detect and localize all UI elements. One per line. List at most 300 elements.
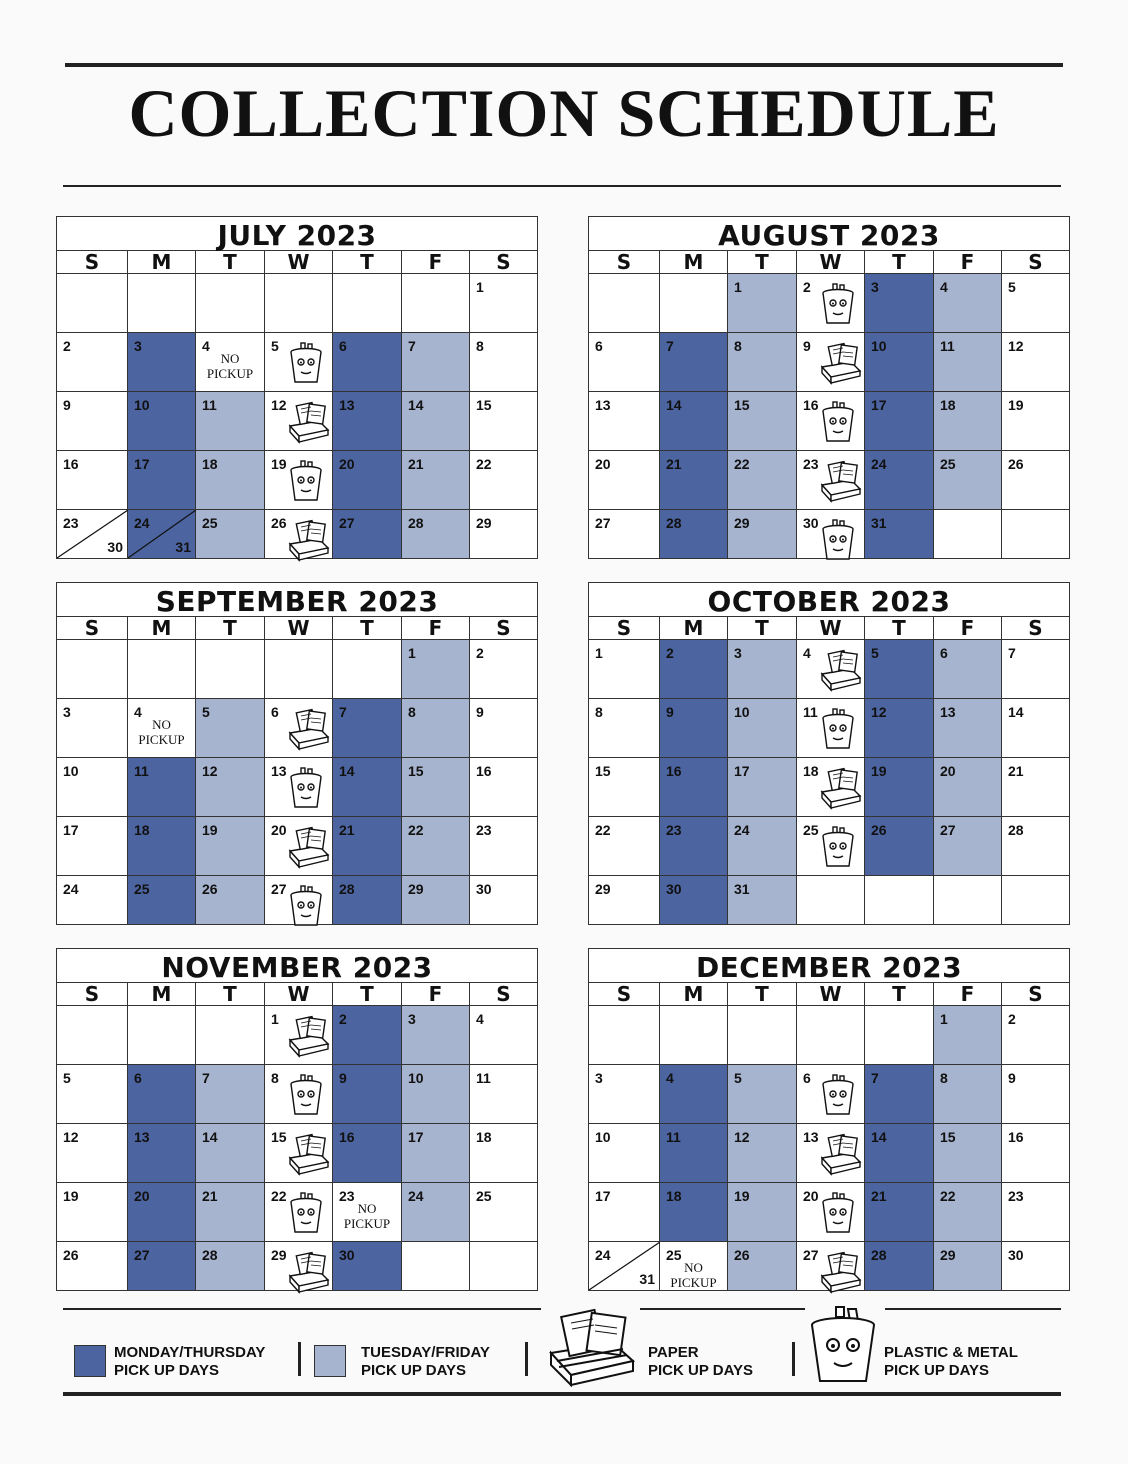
weekday-header: T — [196, 983, 265, 1005]
day-cell — [934, 451, 1002, 510]
day-number: 16 — [339, 1129, 355, 1145]
day-number: 28 — [339, 881, 355, 897]
weekday-header: S — [57, 617, 128, 639]
day-number: 20 — [271, 822, 287, 838]
day-number: 29 — [940, 1247, 956, 1263]
weekday-header: F — [402, 251, 470, 273]
day-number: 17 — [734, 763, 750, 779]
day-number: 24 — [408, 1188, 424, 1204]
day-number: 15 — [408, 763, 424, 779]
weekday-header: S — [57, 983, 128, 1005]
paper-day-icon — [287, 1250, 331, 1294]
day-number: 11 — [134, 763, 149, 779]
day-cell — [196, 1183, 265, 1242]
day-cell — [728, 1183, 797, 1242]
day-cell — [57, 510, 128, 558]
day-grid — [57, 1006, 537, 1290]
tue-fri-legend — [361, 1344, 490, 1380]
day-cell — [265, 1183, 333, 1242]
weekday-header: S — [1028, 250, 1043, 274]
weekday-header-row — [589, 617, 1069, 640]
day-cell — [660, 876, 728, 924]
day-cell — [470, 699, 537, 758]
day-number: 4 — [666, 1070, 674, 1086]
day-cell — [265, 392, 333, 451]
day-number: 15 — [476, 397, 492, 413]
weekday-header: W — [265, 617, 333, 639]
day-cell — [797, 392, 865, 451]
day-cell — [470, 274, 537, 333]
weekday-header-row — [57, 617, 537, 640]
day-cell — [1002, 1006, 1069, 1065]
day-number: 21 — [202, 1188, 218, 1204]
day-cell — [797, 699, 865, 758]
day-cell — [128, 333, 196, 392]
day-cell — [57, 274, 128, 333]
day-number: 16 — [803, 397, 819, 413]
weekday-header: M — [128, 617, 196, 639]
day-cell — [470, 510, 537, 558]
no-pickup-note: NO PICKUP — [206, 351, 254, 381]
weekday-header: T — [333, 983, 402, 1005]
day-cell — [728, 699, 797, 758]
day-number: 11 — [803, 704, 818, 720]
day-cell — [865, 1242, 934, 1290]
day-cell — [865, 274, 934, 333]
day-number: 23 — [63, 515, 79, 531]
legend-top-rule-left — [63, 1308, 541, 1310]
day-cell — [265, 876, 333, 924]
day-cell — [660, 510, 728, 558]
day-cell — [57, 758, 128, 817]
day-cell — [196, 1124, 265, 1183]
day-cell — [1002, 1065, 1069, 1124]
day-number: 15 — [595, 763, 611, 779]
month-calendar — [56, 216, 538, 559]
day-cell — [402, 1065, 470, 1124]
weekday-header: T — [865, 617, 934, 639]
day-number: 27 — [271, 881, 287, 897]
day-number: 26 — [202, 881, 218, 897]
day-cell — [934, 1124, 1002, 1183]
day-number: 21 — [339, 822, 355, 838]
day-cell — [865, 817, 934, 876]
page-title: COLLECTION SCHEDULE — [128, 75, 1000, 151]
day-number: 21 — [666, 456, 682, 472]
day-cell — [57, 392, 128, 451]
day-cell — [333, 1065, 402, 1124]
day-cell — [934, 699, 1002, 758]
day-cell — [128, 1183, 196, 1242]
day-cell — [660, 333, 728, 392]
paper-day-icon — [819, 648, 863, 692]
day-cell — [333, 876, 402, 924]
day-number: 11 — [202, 397, 217, 413]
day-number: 2 — [339, 1011, 347, 1027]
day-number: 10 — [408, 1070, 424, 1086]
day-number: 7 — [408, 338, 416, 354]
day-cell — [333, 274, 402, 333]
day-cell — [589, 1065, 660, 1124]
paper-day-icon — [287, 825, 331, 869]
day-number: 31 — [175, 539, 191, 555]
paper-day-icon — [287, 1014, 331, 1058]
day-number: 7 — [1008, 645, 1016, 661]
day-cell — [265, 510, 333, 558]
day-cell — [1002, 333, 1069, 392]
day-cell — [1002, 699, 1069, 758]
day-cell — [128, 510, 196, 558]
day-number: 31 — [734, 881, 750, 897]
day-cell — [470, 1065, 537, 1124]
day-cell — [333, 817, 402, 876]
day-number: 24 — [734, 822, 750, 838]
weekday-header: S — [496, 616, 511, 640]
paper-day-icon — [287, 518, 331, 562]
day-number: 16 — [1008, 1129, 1024, 1145]
day-number: 1 — [940, 1011, 948, 1027]
day-cell — [589, 333, 660, 392]
day-number: 7 — [871, 1070, 879, 1086]
day-cell — [934, 274, 1002, 333]
day-number: 12 — [1008, 338, 1024, 354]
day-cell — [128, 274, 196, 333]
day-number: 27 — [595, 515, 611, 531]
day-cell — [196, 1242, 265, 1290]
day-number: 16 — [63, 456, 79, 472]
weekday-header: T — [728, 617, 797, 639]
plastic-day-icon — [287, 459, 325, 503]
month-title: DECEMBER 2023 — [589, 949, 1069, 983]
day-number: 4 — [134, 704, 142, 720]
day-number: 14 — [1008, 704, 1024, 720]
day-cell — [660, 1183, 728, 1242]
day-grid — [589, 640, 1069, 924]
plastic-day-icon — [819, 707, 857, 751]
day-cell — [589, 392, 660, 451]
day-cell — [402, 333, 470, 392]
day-cell — [196, 1006, 265, 1065]
day-cell — [128, 1124, 196, 1183]
day-cell — [589, 876, 660, 924]
day-number: 7 — [666, 338, 674, 354]
day-cell — [470, 1242, 537, 1290]
day-number: 13 — [940, 704, 956, 720]
weekday-header: F — [402, 983, 470, 1005]
month-title: JULY 2023 — [57, 217, 537, 251]
day-cell — [934, 392, 1002, 451]
day-number: 9 — [1008, 1070, 1016, 1086]
day-cell — [128, 876, 196, 924]
month-title: SEPTEMBER 2023 — [57, 583, 537, 617]
day-cell — [265, 274, 333, 333]
day-cell — [333, 758, 402, 817]
day-cell — [57, 1065, 128, 1124]
day-grid — [57, 274, 537, 558]
title-underline — [63, 185, 1061, 187]
day-number: 1 — [408, 645, 416, 661]
day-number: 28 — [408, 515, 424, 531]
day-number: 22 — [271, 1188, 287, 1204]
weekday-header: S — [589, 983, 660, 1005]
day-number: 27 — [940, 822, 956, 838]
plastic-metal-bin-icon — [806, 1303, 880, 1388]
day-cell — [865, 876, 934, 924]
weekday-header: M — [660, 617, 728, 639]
day-number: 21 — [1008, 763, 1024, 779]
legend-top-rule-right — [885, 1308, 1061, 1310]
day-number: 3 — [595, 1070, 603, 1086]
day-cell — [589, 1124, 660, 1183]
month-calendar — [588, 582, 1070, 925]
day-number: 25 — [202, 515, 218, 531]
day-cell — [728, 876, 797, 924]
weekday-header-row — [589, 251, 1069, 274]
plastic-legend-line1: PLASTIC & METAL — [884, 1344, 1018, 1361]
day-number: 14 — [666, 397, 682, 413]
day-cell — [265, 817, 333, 876]
day-number: 23 — [1008, 1188, 1024, 1204]
day-cell — [728, 1065, 797, 1124]
plastic-day-icon — [287, 884, 325, 928]
day-cell — [196, 510, 265, 558]
weekday-header: S — [496, 250, 511, 274]
day-cell — [196, 333, 265, 392]
day-number: 19 — [871, 763, 887, 779]
weekday-header: F — [402, 617, 470, 639]
day-number: 13 — [271, 763, 287, 779]
day-cell — [196, 699, 265, 758]
day-number: 13 — [595, 397, 611, 413]
day-cell — [728, 451, 797, 510]
day-number: 13 — [803, 1129, 819, 1145]
day-cell — [728, 1006, 797, 1065]
day-cell — [57, 1183, 128, 1242]
day-number: 30 — [803, 515, 819, 531]
day-number: 11 — [666, 1129, 681, 1145]
day-number: 15 — [940, 1129, 956, 1145]
day-number: 15 — [734, 397, 750, 413]
no-pickup-note: NO PICKUP — [138, 717, 185, 747]
day-number: 1 — [595, 645, 603, 661]
day-cell — [934, 510, 1002, 558]
plastic-day-icon — [287, 1191, 325, 1235]
day-number: 18 — [202, 456, 218, 472]
month-calendar — [56, 582, 538, 925]
day-cell — [196, 451, 265, 510]
weekday-header: W — [265, 251, 333, 273]
day-cell — [470, 640, 537, 699]
weekday-header: S — [589, 617, 660, 639]
day-cell — [797, 1124, 865, 1183]
day-cell — [402, 1242, 470, 1290]
day-number: 19 — [1008, 397, 1024, 413]
tue-fri-swatch — [314, 1345, 346, 1377]
day-number: 25 — [666, 1247, 682, 1263]
weekday-header: W — [797, 617, 865, 639]
day-cell — [402, 640, 470, 699]
day-cell — [1002, 510, 1069, 558]
day-number: 11 — [476, 1070, 491, 1086]
day-cell — [589, 1006, 660, 1065]
day-cell — [1002, 1124, 1069, 1183]
day-number: 16 — [666, 763, 682, 779]
day-cell — [265, 1124, 333, 1183]
day-cell — [660, 1065, 728, 1124]
no-pickup-note: NO PICKUP — [670, 1260, 717, 1290]
day-number: 10 — [595, 1129, 611, 1145]
day-cell — [57, 640, 128, 699]
day-grid — [589, 1006, 1069, 1290]
day-cell — [128, 1065, 196, 1124]
paper-day-icon — [819, 1132, 863, 1176]
day-number: 25 — [803, 822, 819, 838]
day-cell — [57, 876, 128, 924]
weekday-header: S — [1028, 982, 1043, 1006]
day-number: 30 — [476, 881, 492, 897]
day-number: 22 — [734, 456, 750, 472]
day-number: 14 — [202, 1129, 218, 1145]
day-cell — [865, 1124, 934, 1183]
day-cell — [196, 758, 265, 817]
day-cell — [865, 392, 934, 451]
tue-fri-legend-line1: TUESDAY/FRIDAY — [361, 1344, 490, 1361]
day-number: 12 — [734, 1129, 750, 1145]
day-cell — [196, 274, 265, 333]
day-cell — [333, 451, 402, 510]
day-cell — [797, 1065, 865, 1124]
day-number: 5 — [871, 645, 879, 661]
day-cell — [470, 758, 537, 817]
day-cell — [660, 1242, 728, 1290]
plastic-day-icon — [819, 518, 857, 562]
paper-day-icon — [819, 766, 863, 810]
day-cell — [333, 1124, 402, 1183]
day-number: 6 — [271, 704, 279, 720]
day-number: 3 — [734, 645, 742, 661]
day-cell — [333, 1242, 402, 1290]
day-cell — [470, 1124, 537, 1183]
day-cell — [196, 392, 265, 451]
day-number: 21 — [408, 456, 424, 472]
day-cell — [57, 817, 128, 876]
day-cell — [728, 1124, 797, 1183]
day-cell — [589, 1242, 660, 1290]
day-cell — [196, 876, 265, 924]
day-cell — [402, 699, 470, 758]
day-number: 29 — [271, 1247, 287, 1263]
day-cell — [333, 1183, 402, 1242]
day-number: 20 — [134, 1188, 150, 1204]
day-cell — [728, 510, 797, 558]
day-number: 12 — [271, 397, 287, 413]
day-number: 27 — [803, 1247, 819, 1263]
weekday-header: T — [865, 251, 934, 273]
day-cell — [265, 640, 333, 699]
day-number: 27 — [134, 1247, 150, 1263]
day-number: 28 — [202, 1247, 218, 1263]
day-cell — [470, 1183, 537, 1242]
month-calendar — [56, 948, 538, 1291]
day-cell — [265, 333, 333, 392]
day-cell — [333, 1006, 402, 1065]
day-number: 30 — [1008, 1247, 1024, 1263]
mon-thu-legend-line2: PICK UP DAYS — [114, 1362, 220, 1379]
month-title: AUGUST 2023 — [589, 217, 1069, 251]
day-cell — [865, 1183, 934, 1242]
day-number: 26 — [1008, 456, 1024, 472]
day-cell — [934, 817, 1002, 876]
paper-day-icon — [287, 1132, 331, 1176]
day-number: 6 — [803, 1070, 811, 1086]
day-number: 28 — [666, 515, 682, 531]
day-number: 4 — [476, 1011, 484, 1027]
day-cell — [1002, 817, 1069, 876]
day-cell — [797, 274, 865, 333]
day-number: 1 — [271, 1011, 279, 1027]
day-number: 25 — [476, 1188, 492, 1204]
day-number: 16 — [476, 763, 492, 779]
day-cell — [1002, 274, 1069, 333]
day-cell — [57, 333, 128, 392]
plastic-day-icon — [287, 1073, 325, 1117]
weekday-header-row — [57, 251, 537, 274]
weekday-header: F — [934, 251, 1002, 273]
day-number: 22 — [940, 1188, 956, 1204]
day-number: 8 — [476, 338, 484, 354]
day-cell — [934, 333, 1002, 392]
day-number: 10 — [871, 338, 887, 354]
day-number: 13 — [134, 1129, 150, 1145]
day-cell — [660, 1006, 728, 1065]
day-number: 29 — [408, 881, 424, 897]
day-number: 29 — [734, 515, 750, 531]
day-cell — [57, 699, 128, 758]
weekday-header: S — [496, 982, 511, 1006]
day-number: 14 — [871, 1129, 887, 1145]
weekday-header: M — [128, 251, 196, 273]
day-number: 9 — [803, 338, 811, 354]
weekday-header: S — [57, 251, 128, 273]
day-number: 19 — [734, 1188, 750, 1204]
month-calendar — [588, 948, 1070, 1291]
day-cell — [589, 1183, 660, 1242]
day-cell — [402, 1006, 470, 1065]
day-cell — [470, 333, 537, 392]
day-cell — [1002, 1242, 1069, 1290]
weekday-header: T — [728, 983, 797, 1005]
paper-day-icon — [287, 400, 331, 444]
day-cell — [865, 640, 934, 699]
day-number: 14 — [339, 763, 355, 779]
day-cell — [660, 392, 728, 451]
day-number: 18 — [666, 1188, 682, 1204]
day-number: 18 — [940, 397, 956, 413]
day-cell — [57, 1006, 128, 1065]
day-number: 11 — [940, 338, 955, 354]
day-number: 8 — [271, 1070, 279, 1086]
plastic-day-icon — [819, 282, 857, 326]
day-cell — [470, 817, 537, 876]
day-number: 9 — [339, 1070, 347, 1086]
day-number: 26 — [271, 515, 287, 531]
day-number: 6 — [940, 645, 948, 661]
day-number: 9 — [666, 704, 674, 720]
day-number: 8 — [734, 338, 742, 354]
day-cell — [660, 817, 728, 876]
weekday-header: M — [660, 251, 728, 273]
day-cell — [589, 451, 660, 510]
